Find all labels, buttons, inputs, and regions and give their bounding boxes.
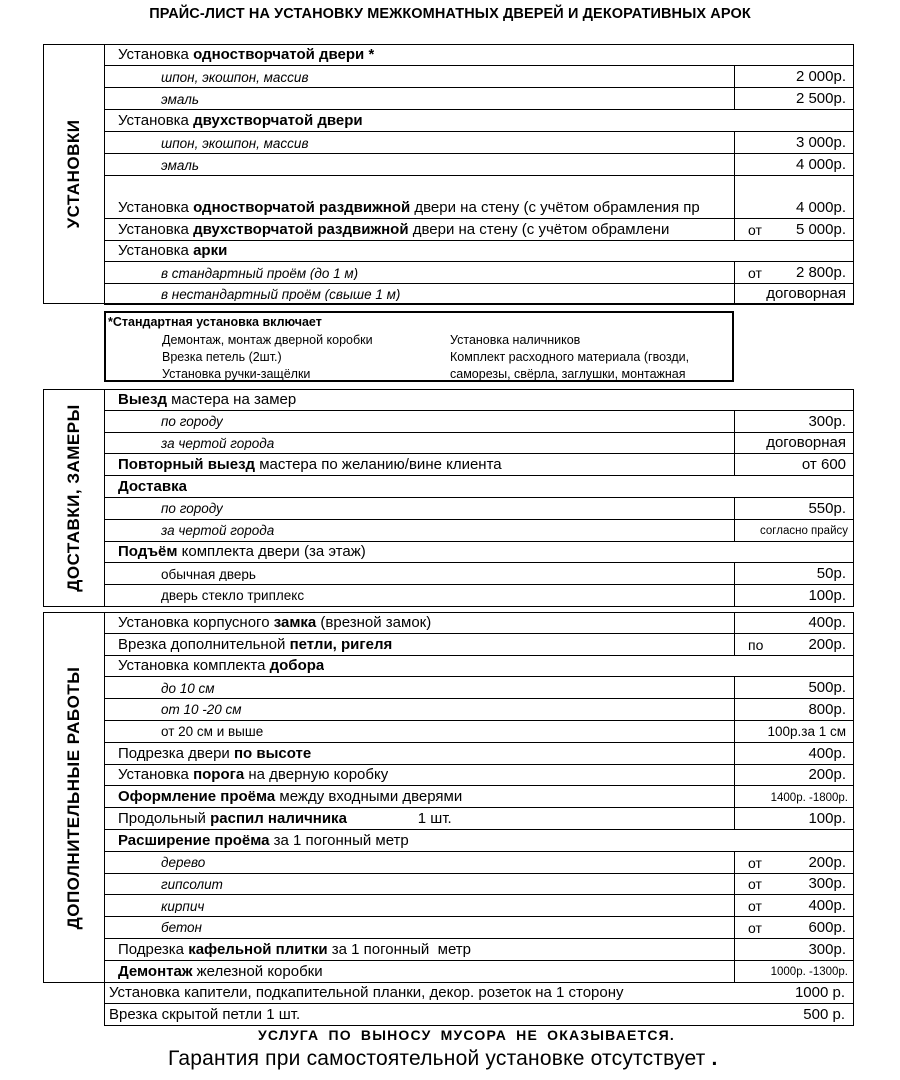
price-cell [734, 66, 854, 87]
service-name: Установка порога на дверную коробку [118, 767, 389, 783]
price-cell [734, 132, 854, 153]
price-value: 400р. [808, 744, 846, 762]
price-value: 2 800р. [795, 264, 846, 281]
service-name: Установка одностворчатой двери * [118, 47, 375, 62]
service-name: Подъём комплекта двери (за этаж) [118, 544, 366, 560]
price-row [104, 808, 854, 830]
price-row [104, 895, 854, 917]
price-cell [734, 262, 854, 283]
price-cell [734, 786, 854, 807]
price-cell [734, 498, 854, 519]
service-name: Установка комплекта добора [118, 658, 325, 674]
price-value: 500 р. [803, 1006, 845, 1023]
price-row [104, 961, 854, 983]
price-value: 2 500р. [795, 90, 846, 107]
price-row [104, 454, 854, 476]
price-value: 300р. [808, 940, 846, 958]
price-cell [734, 808, 854, 829]
price-cell [734, 939, 854, 960]
from-label: от [748, 265, 762, 281]
standard-install-note [104, 311, 734, 382]
price-row [104, 132, 854, 154]
service-name: Установка одностворчатой раздвижной двери на стену (с учётом обрамления пр [118, 200, 700, 215]
price-cell [734, 917, 854, 938]
price-value: договорная [766, 285, 846, 302]
service-name: эмаль [161, 92, 199, 106]
service-name: Выезд мастера на замер [118, 391, 297, 407]
price-value: 2 000р. [795, 68, 846, 85]
service-name: Доставка [118, 478, 187, 494]
from-label: от [748, 919, 762, 936]
price-row [104, 874, 854, 896]
price-cell [734, 852, 854, 873]
service-name: от 10 -20 см [161, 703, 242, 717]
from-label: от [748, 898, 762, 915]
price-value: 50р. [816, 565, 846, 583]
service-name: бетон [161, 921, 202, 935]
service-name: Повторный выезд мастера по желанию/вине клиента [118, 457, 502, 473]
price-row [104, 66, 854, 88]
price-row [104, 677, 854, 699]
price-cell [734, 634, 854, 655]
price-row [104, 498, 854, 520]
service-name: Подрезка двери по высоте [118, 745, 312, 761]
section-label-delivery: ДОСТАВКИ, ЗАМЕРЫ [44, 390, 105, 606]
price-row [104, 542, 854, 564]
note-col2-item: Установка наличников [450, 333, 581, 347]
price-value: 300р. [808, 412, 846, 430]
price-value: 800р. [808, 700, 846, 718]
price-row [104, 830, 854, 852]
price-value: 200р. [808, 635, 846, 653]
price-value: 100р.за 1 см [767, 724, 846, 740]
price-value: 500р. [808, 679, 846, 697]
service-name: Врезка дополнительной петли, ригеля [118, 636, 393, 652]
service-name: Оформление проёма между входными дверями [118, 789, 463, 805]
price-row [104, 721, 854, 743]
price-value: 600р. [808, 918, 846, 936]
service-name: Демонтаж железной коробки [118, 963, 323, 979]
price-row [104, 634, 854, 656]
service-name: дерево [161, 856, 206, 870]
price-cell [734, 874, 854, 895]
price-cell [734, 743, 854, 764]
price-cell [734, 895, 854, 916]
price-value: от 600 [801, 456, 846, 474]
service-name: Продольный распил наличника 1 шт. [118, 810, 452, 826]
service-name: Установка двухстворчатой раздвижной двери на стену (с учётом обрамлени [118, 222, 670, 237]
service-name: Установка арки [118, 243, 228, 258]
price-row [104, 743, 854, 765]
price-row [104, 939, 854, 961]
price-value: 1400р. -1800р. [770, 791, 848, 804]
note-col1-item: Демонтаж, монтаж дверной коробки [162, 333, 373, 347]
price-row [104, 110, 854, 132]
note-title: *Стандартная установка включает [108, 315, 322, 329]
price-value: 5 000р. [795, 221, 846, 238]
section-label-extra: ДОПОЛНИТЕЛЬНЫЕ РАБОТЫ [44, 613, 105, 982]
service-name: шпон, экошпон, массив [161, 136, 309, 150]
service-name: кирпич [161, 899, 205, 914]
price-row [104, 389, 854, 411]
service-name: до 10 см [161, 681, 215, 696]
price-row [104, 585, 854, 607]
price-cell [734, 677, 854, 698]
from-label: от [748, 876, 762, 893]
price-value: 200р. [808, 766, 846, 784]
service-name: по городу [161, 415, 223, 429]
from-label: по [748, 636, 764, 653]
price-value: 300р. [808, 875, 846, 893]
price-cell [734, 176, 854, 218]
warranty-notice: Гарантия при самостоятельной установке отсутствует . [168, 1047, 718, 1070]
price-value: 400р. [808, 613, 846, 631]
price-row [104, 433, 854, 455]
from-label: от [748, 222, 762, 238]
service-name: от 20 см и выше [161, 725, 264, 739]
price-row [104, 154, 854, 176]
price-cell [734, 88, 854, 109]
price-cell [734, 433, 854, 454]
price-row [104, 612, 854, 634]
price-row [104, 241, 854, 262]
service-name: гипсолит [161, 877, 223, 892]
price-value: 400р. [808, 897, 846, 915]
price-row [104, 476, 854, 498]
price-row [104, 176, 854, 219]
price-value: 3 000р. [795, 134, 846, 151]
price-cell [734, 154, 854, 175]
service-name: за чертой города [161, 524, 275, 538]
service-name: обычная дверь [161, 567, 256, 582]
price-row [104, 88, 854, 110]
service-name: Врезка скрытой петли 1 шт. [109, 1007, 301, 1022]
price-value: договорная [766, 434, 846, 452]
no-garbage-notice: УСЛУГА ПО ВЫНОСУ МУСОРА НЕ ОКАЗЫВАЕТСЯ. [258, 1027, 676, 1043]
price-value: 4 000р. [795, 156, 846, 173]
price-cell [734, 219, 854, 240]
price-row [104, 411, 854, 433]
price-cell [734, 699, 854, 720]
price-row [104, 219, 854, 241]
price-cell [734, 563, 854, 584]
service-name: Установка корпусного замка (врезной замок) [118, 614, 432, 630]
price-value: 1000 р. [794, 984, 845, 1001]
service-name: Установка капители, подкапительной планки, декор. розеток на 1 сторону [109, 985, 624, 1000]
price-value: 200р. [808, 853, 846, 871]
price-row [104, 284, 854, 305]
note-col2-item: Комплект расходного материала (гвозди, [450, 350, 690, 364]
price-cell [734, 454, 854, 475]
price-value: 4 000р. [795, 199, 846, 216]
price-row [104, 852, 854, 874]
page-title: ПРАЙС-ЛИСТ НА УСТАНОВКУ МЕЖКОМНАТНЫХ ДВЕРЕЙ И ДЕКОРАТИВНЫХ АРОК [149, 6, 751, 22]
section-label-install: УСТАНОВКИ [44, 45, 105, 303]
service-name: Установка двухстворчатой двери [118, 113, 363, 128]
price-row [104, 262, 854, 284]
service-name: Подрезка кафельной плитки за 1 погонный метр [118, 941, 472, 957]
price-cell [734, 585, 854, 606]
price-row [104, 982, 854, 1004]
price-cell [734, 520, 854, 541]
from-label: от [748, 854, 762, 871]
note-col2-item: саморезы, свёрла, заглушки, монтажная [450, 367, 686, 381]
price-cell [734, 411, 854, 432]
service-name: дверь стекло триплекс [161, 589, 305, 603]
price-cell [734, 721, 854, 742]
price-cell [734, 612, 854, 633]
price-row [104, 765, 854, 787]
service-name: эмаль [161, 158, 199, 172]
price-row [104, 1004, 854, 1026]
service-name: за чертой города [161, 436, 275, 451]
price-row [104, 44, 854, 66]
price-row [104, 520, 854, 542]
note-col1-item: Установка ручки-защёлки [162, 367, 311, 381]
price-value: 100р. [808, 809, 846, 827]
note-col1-item: Врезка петель (2шт.) [162, 350, 282, 364]
price-value: 550р. [808, 499, 846, 517]
price-row [104, 699, 854, 721]
service-name: шпон, экошпон, массив [161, 70, 309, 84]
price-value: 1000р. -1300р. [770, 966, 848, 979]
service-name: Расширение проёма за 1 погонный метр [118, 832, 409, 848]
service-name: в стандартный проём (до 1 м) [161, 266, 359, 280]
price-value: 100р. [808, 586, 846, 604]
price-value: согласно прайсу [760, 525, 848, 538]
price-row [104, 786, 854, 808]
price-cell [734, 961, 854, 982]
price-cell [734, 284, 854, 304]
price-cell [734, 765, 854, 786]
service-name: в нестандартный проём (свыше 1 м) [161, 287, 401, 301]
price-row [104, 563, 854, 585]
service-name: по городу [161, 502, 223, 516]
price-row [104, 656, 854, 678]
price-row [104, 917, 854, 939]
